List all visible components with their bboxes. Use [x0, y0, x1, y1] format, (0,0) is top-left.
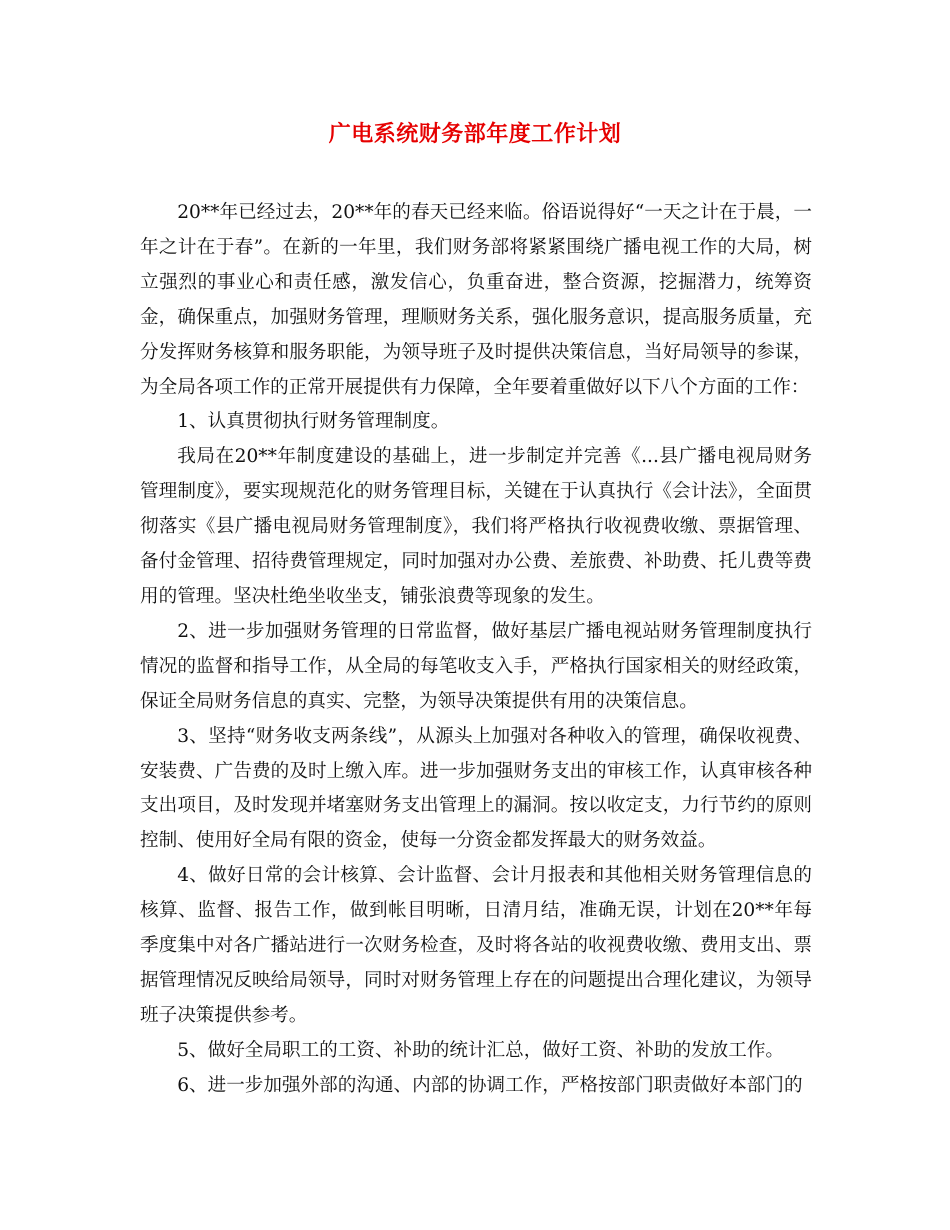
paragraph-item-5: 5、做好全局职工的工资、补助的统计汇总，做好工资、补助的发放工作。	[177, 1039, 785, 1061]
paragraph-item-6: 6、进一步加强外部的沟通、内部的协调工作，严格按部门职责做好本部门的	[177, 1074, 803, 1096]
paragraph-item-2: 2、进一步加强财务管理的日常监督，做好基层广播电视站财务管理制度执行情况的监督和指导工作，从全局的每笔收支入手，严格执行国家相关的财经政策，保证全局财务信息的真实、完整，为领导决策提供有用的决策信息。	[140, 620, 812, 712]
paragraph-item-1-detail: 我局在20**年制度建设的基础上，进一步制定并完善《...县广播电视局财务管理制度》，要实现规范化的财务管理目标，关键在于认真执行《会计法》，全面贯彻落实《县广播电视局财务管理制度》，我们将严格执行收视费收缴、票据管理、备付金管理、招待费管理规定，同时加强对办公费、差旅费、补助费、托儿费等费用的管理。坚决杜绝坐收坐支，铺张浪费等现象的发生。	[140, 446, 812, 607]
paragraph-intro: 20**年已经过去，20**年的春天已经来临。俗语说得好“一天之计在于晨，一年之计在于春”。在新的一年里，我们财务部将紧紧围绕广播电视工作的大局，树立强烈的事业心和责任感，激发信心，负重奋进，整合资源，挖掘潜力，统筹资金，确保重点，加强财务管理，理顺财务关系，强化服务意识，提高服务质量，充分发挥财务核算和服务职能，为领导班子及时提供决策信息，当好局领导的参谋，为全局各项工作的正常开展提供有力保障，全年要着重做好以下八个方面的工作：	[140, 202, 812, 398]
document-body	[140, 196, 812, 1104]
paragraph-item-1-heading: 1、认真贯彻执行财务管理制度。	[177, 411, 450, 433]
document-title: 广电系统财务部年度工作计划	[328, 122, 622, 147]
paragraph-item-3: 3、坚持“财务收支两条线”，从源头上加强对各种收入的管理，确保收视费、安装费、广告费的及时上缴入库。进一步加强财务支出的审核工作，认真审核各种支出项目，及时发现并堵塞财务支出管理上的漏洞。按以收定支，力行节约的原则控制、使用好全局有限的资金，使每一分资金都发挥最大的财务效益。	[140, 725, 812, 852]
paragraph-item-4: 4、做好日常的会计核算、会计监督、会计月报表和其他相关财务管理信息的核算、监督、报告工作，做到帐目明晰，日清月结，准确无误，计划在20**年每季度集中对各广播站进行一次财务检查，及时将各站的收视费收缴、费用支出、票据管理情况反映给局领导，同时对财务管理上存在的问题提出合理化建议，为领导班子决策提供参考。	[140, 865, 812, 1026]
